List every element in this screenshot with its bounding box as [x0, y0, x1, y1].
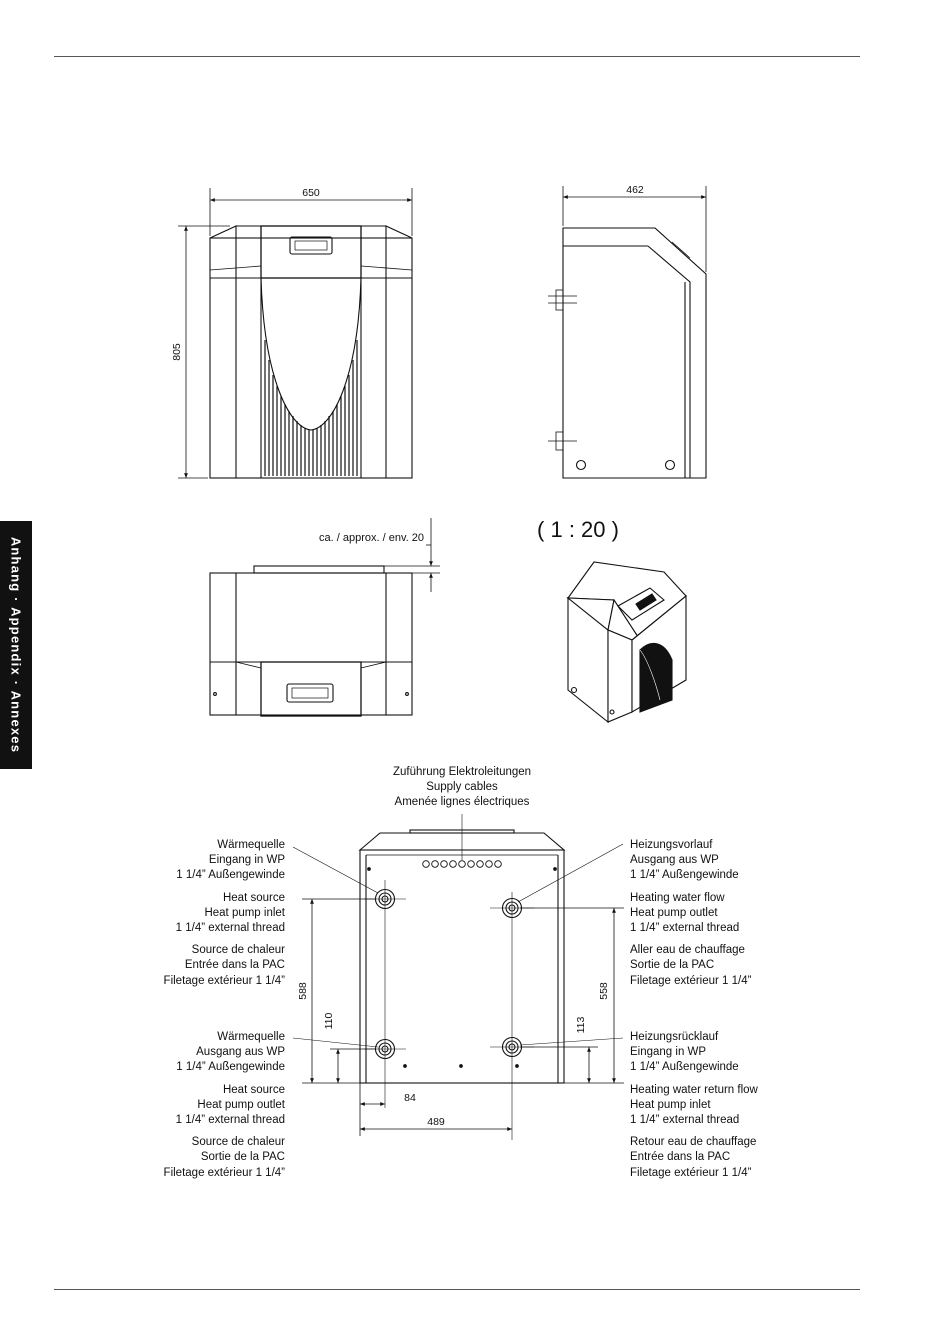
isometric-view [568, 562, 686, 722]
appendix-tab-label: Anhang · Appendix · Annexes [8, 536, 24, 754]
side-dimensions [563, 186, 706, 272]
front-view [210, 226, 412, 478]
front-grille [265, 340, 357, 476]
dim-489: 489 [427, 1116, 445, 1128]
front-dimensions [178, 188, 412, 478]
heat-source-outlet-label: Wärmequelle Ausgang aus WP 1 1/4” Außengewinde Heat source Heat pump outlet 1 1/4” external thread Source de chaleur Sortie de la PAC Filetage extérieur 1 1/4” [163, 1031, 285, 1179]
heat-source-inlet-label: Wärmequelle Eingang in WP 1 1/4” Außengewinde Heat source Heat pump inlet 1 1/4” external thread Source de chaleur Entrée dans la PAC Filetage extérieur 1 1/4” [163, 839, 285, 987]
rear-leader-lines [293, 814, 623, 1047]
dim-side-depth: 462 [626, 184, 644, 196]
dim-110: 110 [323, 1012, 335, 1030]
dim-588: 588 [297, 982, 309, 1000]
scale-label: ( 1 : 20 ) [537, 517, 619, 542]
heating-flow-label: Heizungsvorlauf Ausgang aus WP 1 1/4” Außengewinde Heating water flow Heat pump outlet 1 1/4” external thread Aller eau de chauffage Sortie de la PAC Filetage extérieur 1 1/4” [630, 839, 752, 987]
rear-view [360, 830, 564, 1083]
rear-centerlines [364, 880, 534, 1140]
top-view [210, 566, 412, 716]
supply-cables-label: Zuführung Elektroleitungen Supply cables Amenée lignes électriques [392, 766, 532, 809]
dim-113: 113 [575, 1016, 587, 1034]
side-view [548, 228, 706, 478]
dim-84: 84 [404, 1092, 416, 1104]
dim-558: 558 [598, 982, 610, 1000]
dim-front-width: 650 [302, 187, 320, 199]
dim-front-height: 805 [171, 343, 183, 361]
heating-return-label: Heizungsrücklauf Eingang in WP 1 1/4” Außengewinde Heating water return flow Heat pump inlet 1 1/4” external thread Retour eau de chauffage Entrée dans la PAC Filetage extérieur 1 1/4” [630, 1031, 758, 1179]
dim-top-offset: ca. / approx. / env. 20 [319, 532, 424, 544]
